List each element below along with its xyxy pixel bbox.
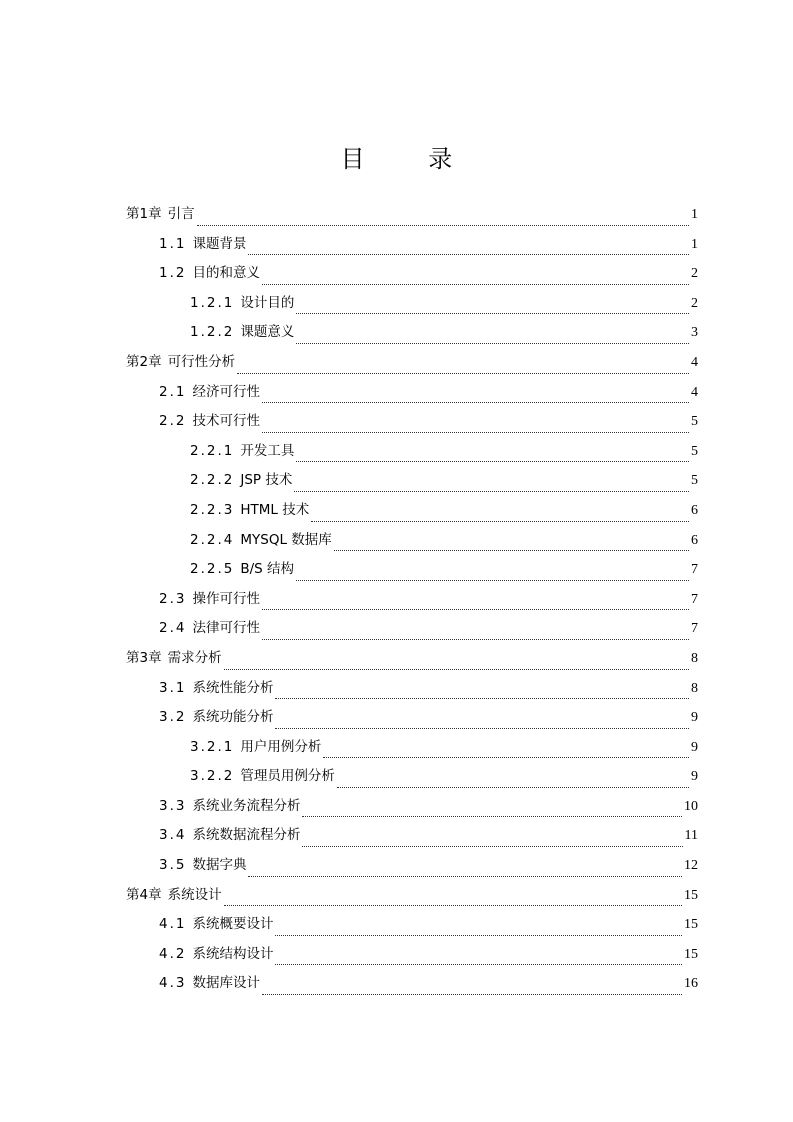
toc-dot-leader: [302, 846, 682, 847]
toc-entry[interactable]: [126, 378, 698, 408]
toc-entry[interactable]: [126, 259, 698, 289]
toc-entry[interactable]: [126, 437, 698, 467]
toc-entry[interactable]: [126, 230, 698, 260]
toc-dot-leader: [224, 669, 689, 670]
toc-entry-title: B/S 结构: [240, 561, 295, 578]
toc-entry-title: 系统数据流程分析: [192, 827, 301, 844]
toc-entry[interactable]: [126, 526, 698, 556]
toc-entry-number: 4.1: [159, 916, 187, 933]
toc-page-number: 7: [691, 591, 698, 607]
toc-page-number: 6: [691, 532, 698, 548]
toc-entry-label: [126, 644, 222, 674]
toc-dot-leader: [224, 905, 682, 906]
toc-dot-leader: [275, 935, 682, 936]
toc-page-number: 10: [684, 798, 698, 814]
toc-entry-title: 法律可行性: [192, 620, 260, 637]
toc-entry-number: 2.1: [159, 383, 187, 400]
toc-page-number: 11: [684, 828, 698, 844]
toc-dot-leader: [197, 225, 689, 226]
toc-dot-leader: [337, 787, 689, 788]
toc-page-number: 6: [691, 502, 698, 518]
toc-entry-title: 系统结构设计: [192, 945, 274, 962]
toc-entry-title: 用户用例分析: [240, 738, 322, 755]
toc-entry-label: [126, 348, 235, 378]
toc-entry[interactable]: [126, 407, 698, 437]
toc-entry-label: [126, 200, 195, 230]
toc-entry[interactable]: [126, 910, 698, 940]
toc-page-number: 2: [691, 266, 698, 282]
toc-page-number: 7: [691, 562, 698, 578]
toc-entry-label: [159, 969, 260, 999]
toc-dot-leader: [323, 757, 689, 758]
toc-entry-label: [159, 407, 260, 437]
toc-entry-title: 可行性分析: [167, 353, 236, 370]
toc-entry-title: 数据字典: [192, 857, 247, 874]
toc-entry-number: 3.2.1: [190, 738, 235, 755]
toc-entry-number: 4.3: [159, 975, 187, 992]
toc-entry-number: 2.3: [159, 590, 187, 607]
toc-page-number: 1: [691, 207, 698, 222]
toc-dot-leader: [237, 373, 689, 374]
toc-entry[interactable]: [126, 466, 698, 496]
toc-entry[interactable]: [126, 821, 698, 851]
toc-entry-label: [159, 792, 300, 822]
toc-entry-number: 第1章: [126, 206, 162, 222]
toc-entry[interactable]: [126, 674, 698, 704]
toc-entry-number: 1.2.2: [190, 324, 235, 341]
toc-entry-number: 3.4: [159, 827, 187, 844]
table-of-contents: [126, 200, 698, 999]
toc-entry-number: 3.2: [159, 709, 187, 726]
toc-entry-number: 1.2.1: [190, 294, 235, 311]
toc-entry-title: 技术可行性: [192, 413, 260, 430]
toc-page-number: 4: [691, 384, 698, 400]
toc-dot-leader: [275, 698, 689, 699]
toc-entry-title: 课题意义: [240, 324, 295, 341]
toc-entry-label: [190, 466, 292, 496]
toc-entry[interactable]: [126, 703, 698, 733]
toc-entry-title: 引言: [167, 206, 195, 222]
toc-entry-label: [190, 437, 294, 467]
toc-page-number: 7: [691, 621, 698, 637]
toc-dot-leader: [275, 728, 689, 729]
toc-entry-title: 系统设计: [167, 886, 222, 903]
toc-dot-leader: [262, 284, 689, 285]
toc-entry-number: 4.2: [159, 945, 187, 962]
toc-page-number: 16: [684, 976, 698, 992]
toc-entry-number: 第4章: [126, 886, 162, 903]
toc-entry-title: 设计目的: [240, 294, 295, 311]
toc-entry-label: [159, 703, 273, 733]
toc-page-number: 9: [691, 769, 698, 785]
toc-entry-label: [159, 259, 260, 289]
toc-entry-title: MYSQL 数据库: [240, 531, 332, 548]
toc-entry-title: 操作可行性: [192, 590, 260, 607]
toc-entry-title: 课题背景: [192, 235, 247, 252]
toc-entry-number: 3.5: [159, 857, 187, 874]
toc-dot-leader: [311, 521, 689, 522]
toc-page-number: 3: [691, 325, 698, 341]
toc-page-number: 9: [691, 710, 698, 726]
toc-entry-number: 第2章: [126, 353, 162, 370]
toc-dot-leader: [262, 994, 682, 995]
toc-dot-leader: [334, 550, 689, 551]
toc-entry[interactable]: [126, 762, 698, 792]
toc-entry-title: 开发工具: [240, 442, 295, 459]
toc-page-number: 8: [691, 650, 698, 666]
toc-entry[interactable]: [126, 614, 698, 644]
toc-entry-label: [126, 881, 222, 911]
toc-entry-number: 2.2.1: [190, 442, 235, 459]
toc-page-number: 4: [691, 354, 698, 370]
toc-entry-number: 2.2.4: [190, 531, 235, 548]
toc-page-number: 2: [691, 295, 698, 311]
toc-entry-label: [159, 378, 260, 408]
toc-entry-label: [159, 585, 260, 615]
toc-entry[interactable]: [126, 851, 698, 881]
toc-entry-number: 2.2.5: [190, 561, 235, 578]
toc-dot-leader: [262, 609, 689, 610]
toc-entry-label: [190, 318, 294, 348]
toc-dot-leader: [262, 432, 689, 433]
toc-entry-title: 经济可行性: [192, 383, 260, 400]
toc-entry[interactable]: [126, 200, 698, 230]
toc-entry-number: 3.3: [159, 797, 187, 814]
toc-entry[interactable]: [126, 555, 698, 585]
toc-entry-label: [159, 230, 246, 260]
toc-page-number: 15: [684, 917, 698, 933]
toc-entry-title: 系统业务流程分析: [192, 797, 301, 814]
toc-entry-label: [190, 496, 309, 526]
toc-entry[interactable]: [126, 733, 698, 763]
toc-dot-leader: [294, 491, 689, 492]
toc-page-number: 9: [691, 739, 698, 755]
toc-entry-title: 系统性能分析: [192, 679, 274, 696]
toc-dot-leader: [296, 313, 689, 314]
toc-dot-leader: [248, 254, 689, 255]
toc-entry-title: 数据库设计: [192, 975, 260, 992]
toc-page-number: 15: [684, 946, 698, 962]
toc-entry-label: [190, 733, 321, 763]
toc-entry[interactable]: [126, 318, 698, 348]
toc-page-number: 5: [691, 443, 698, 459]
toc-entry[interactable]: [126, 289, 698, 319]
toc-entry-title: 管理员用例分析: [240, 768, 335, 785]
toc-entry-title: 系统概要设计: [192, 916, 274, 933]
toc-entry-label: [159, 851, 246, 881]
toc-entry-label: [190, 762, 335, 792]
toc-page-number: 5: [691, 473, 698, 489]
toc-entry-label: [159, 910, 273, 940]
toc-entry[interactable]: [126, 496, 698, 526]
toc-entry[interactable]: [126, 881, 698, 911]
toc-entry-label: [159, 821, 300, 851]
toc-entry-number: 3.1: [159, 679, 187, 696]
toc-entry[interactable]: [126, 585, 698, 615]
toc-entry-title: JSP 技术: [240, 472, 293, 489]
toc-entry[interactable]: [126, 348, 698, 378]
toc-entry-number: 3.2.2: [190, 768, 235, 785]
toc-entry-number: 2.2.2: [190, 472, 235, 489]
toc-entry-title: 目的和意义: [192, 265, 260, 282]
toc-entry[interactable]: [126, 644, 698, 674]
toc-dot-leader: [262, 639, 689, 640]
toc-entry-title: HTML 技术: [240, 501, 310, 518]
toc-entry-label: [190, 289, 294, 319]
toc-entry-number: 第3章: [126, 649, 162, 666]
toc-page-number: 5: [691, 414, 698, 430]
toc-page-number: 1: [691, 236, 698, 252]
toc-entry-title: 需求分析: [167, 649, 222, 666]
toc-page-number: 15: [684, 887, 698, 903]
toc-entry-label: [190, 526, 332, 556]
toc-dot-leader: [296, 461, 689, 462]
toc-entry-label: [159, 940, 273, 970]
toc-entry-number: 1.2: [159, 265, 187, 282]
toc-entry-number: 2.2: [159, 413, 187, 430]
toc-dot-leader: [248, 876, 682, 877]
toc-page-number: 12: [684, 858, 698, 874]
toc-entry[interactable]: [126, 969, 698, 999]
toc-dot-leader: [302, 816, 682, 817]
toc-entry-label: [190, 555, 294, 585]
toc-entry-number: 2.4: [159, 620, 187, 637]
page-title: 目 录: [340, 145, 481, 173]
toc-entry-label: [159, 674, 273, 704]
toc-dot-leader: [275, 964, 682, 965]
toc-dot-leader: [262, 402, 689, 403]
toc-dot-leader: [296, 343, 689, 344]
toc-entry[interactable]: [126, 792, 698, 822]
toc-entry-number: 2.2.3: [190, 501, 235, 518]
toc-entry-title: 系统功能分析: [192, 709, 274, 726]
toc-page-number: 8: [691, 680, 698, 696]
toc-entry-label: [159, 614, 260, 644]
toc-entry-number: 1.1: [159, 235, 187, 252]
toc-entry[interactable]: [126, 940, 698, 970]
toc-dot-leader: [296, 580, 689, 581]
